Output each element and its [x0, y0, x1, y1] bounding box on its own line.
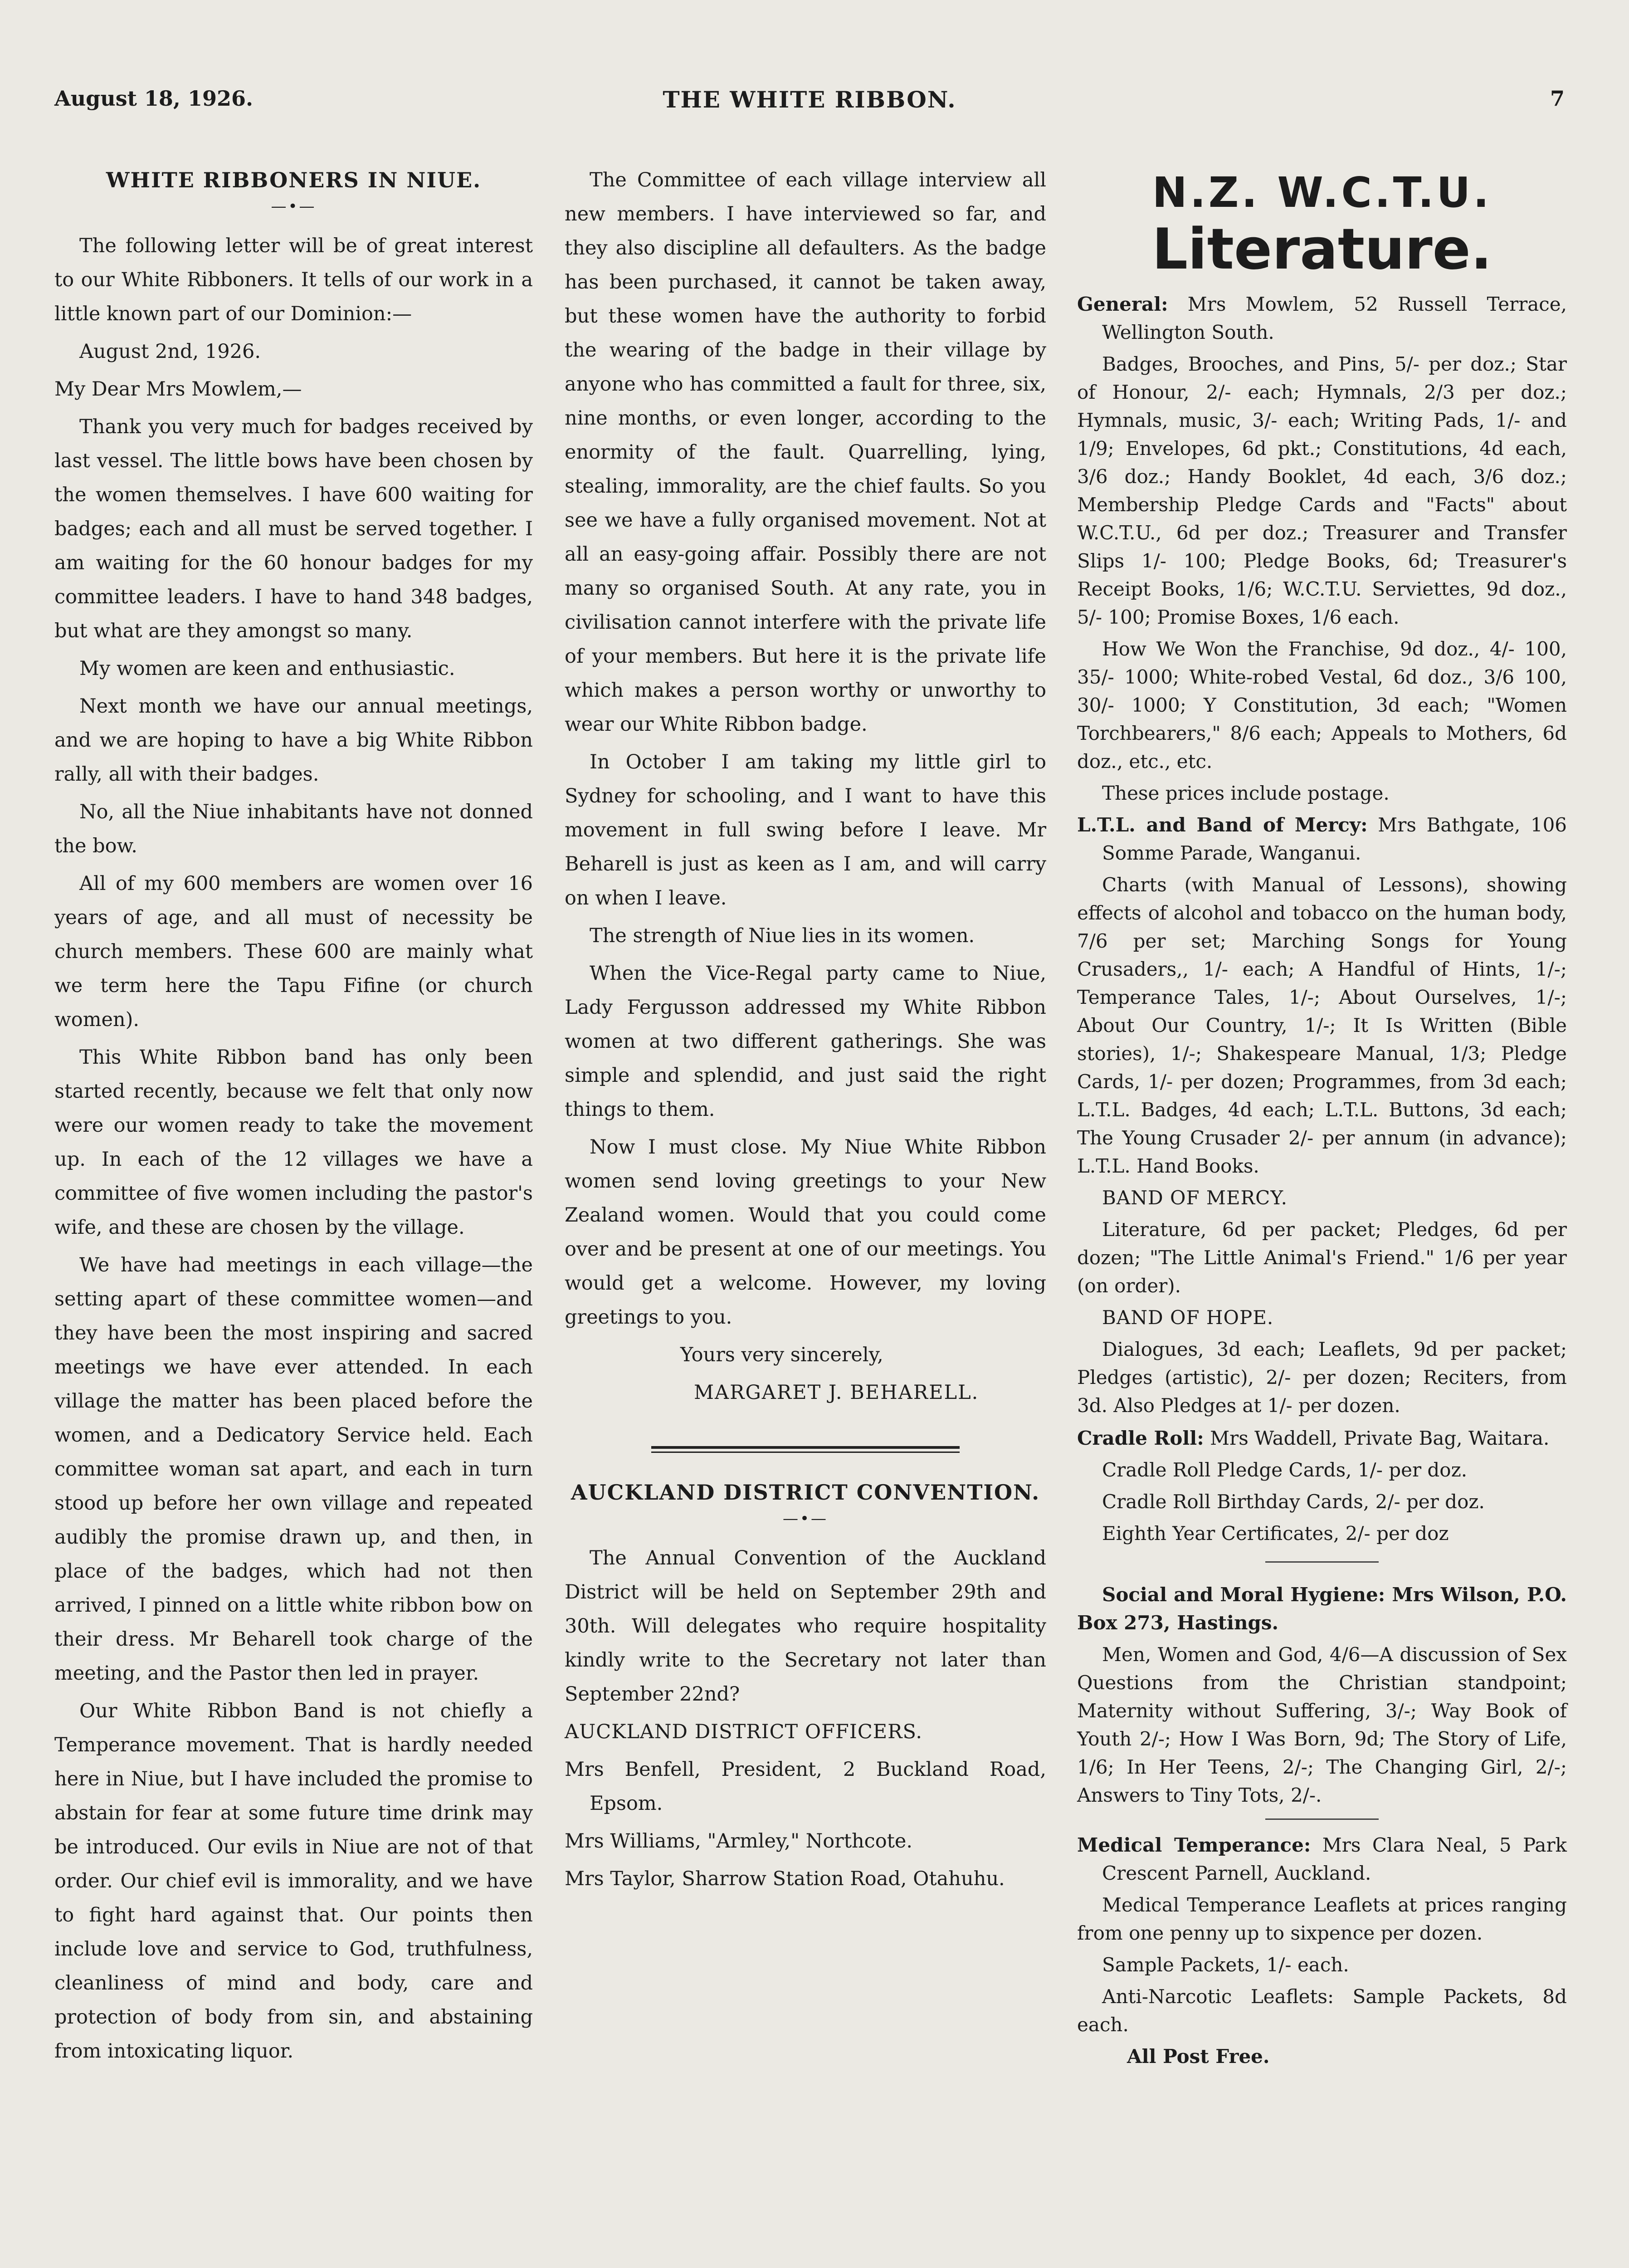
general-item: How We Won the Franchise, 9d doz., 4/- 100, 35/- 1000; White-robed Vestal, 6d doz., 3/6 100, 30/- 1000; Y Constitution, 3d each; "Women Torchbearers," 8/6 each; Appeals to Mothers, 6d doz., etc., etc. [1077, 638, 1567, 772]
general-item: These prices include postage. [1102, 782, 1390, 804]
org-title: N.Z. W.C.T.U. [1152, 168, 1492, 217]
cradle-roll-item: Cradle Roll Pledge Cards, 1/- per doz. [1102, 1459, 1468, 1481]
medical-temperance-label: Medical Temperance: [1077, 1834, 1311, 1856]
medical-temperance-address: Mrs Clara Neal, 5 Park Crescent Parnell, Auckland. [1102, 1834, 1567, 1884]
paragraph: This White Ribbon band has only been started recently, because we felt that only now were our women ready to take the movement up. In each of the 12 villages we have a committee of five women including the pastor's wife, and these are chosen by the village. [54, 1046, 533, 1239]
cradle-roll-section [1077, 1424, 1567, 1452]
paragraph: Our White Ribbon Band is not chiefly a Temperance movement. That is hardly needed here in Niue, but I have included the promise to abstain for fear at some future time drink may be introduced. Our evils in Niue are not of that order. Our chief evil is immorality, and we have to fight hard against that. Our points then include love and service to God, truthfulness, cleanliness of mind and body, care and protection of body from sin, and abstaining from intoxicating liquor. [54, 1700, 533, 2063]
article-intro: The following letter will be of great interest to our White Ribboners. It tells of our work in a little known part of our Dominion:— [54, 235, 533, 325]
band-of-hope-items: Dialogues, 3d each; Leaflets, 9d per packet; Pledges (artistic), 2/- per dozen; Reciters, from 3d. Also Pledges at 1/- per dozen. [1077, 1338, 1567, 1417]
section-divider [1265, 1818, 1379, 1820]
letter-signature: MARGARET J. BEHARELL. [694, 1381, 979, 1404]
convention-body: The Annual Convention of the Auckland District will be held on September 29th and 30th. Will delegates who require hospitality kindly write to the Secretary not later than September 22nd? [565, 1547, 1046, 1706]
paragraph: When the Vice-Regal party came to Niue, Lady Fergusson addressed my White Ribbon women at two different gatherings. She was simple and splendid, and just said the right things to them. [565, 962, 1046, 1121]
paragraph: We have had meetings in each village—the setting apart of these committee women—and they have been the most inspiring and sacred meetings we have ever attended. In each village the matter has been placed before the women, and a Dedicatory Service held. Each committee woman sat apart, and each in turn stood up before her own village and repeated audibly the promise drawn up, and then, in place of the badges, which had not then arrived, I pinned on a little white ribbon bow on their dress. Mr Beharell took charge of the meeting, and the Pastor then led in prayer. [54, 1254, 533, 1685]
article-headline-auckland: AUCKLAND DISTRICT CONVENTION. [571, 1480, 1040, 1505]
band-of-hope-heading: BAND OF HOPE. [1102, 1306, 1274, 1329]
section-divider [1265, 1561, 1379, 1563]
officer-entry: Mrs Williams, "Armley," Northcote. [565, 1830, 913, 1853]
literature-title: Literature. [1152, 217, 1492, 282]
cradle-roll-item: Eighth Year Certificates, 2/- per doz [1102, 1522, 1449, 1545]
ltl-address: Mrs Bathgate, 106 Somme Parade, Wanganui. [1102, 814, 1567, 864]
column-2 [565, 163, 1046, 1900]
band-of-mercy-items: Literature, 6d per packet; Pledges, 6d per dozen; "The Little Animal's Friend." 1/6 per year (on order). [1077, 1218, 1567, 1297]
ornament-divider: —•— [782, 1510, 829, 1528]
paragraph: All of my 600 members are women over 16 years of age, and all must of necessity be church members. These 600 are mainly what we term here the Tapu Fifine (or church women). [54, 872, 533, 1031]
letter-salutation: My Dear Mrs Mowlem,— [54, 378, 302, 401]
masthead-title: THE WHITE RIBBON. [663, 86, 956, 113]
all-post-free: All Post Free. [1127, 2045, 1270, 2068]
column-3-literature [1077, 163, 1567, 2074]
page-number: 7 [1550, 86, 1565, 111]
ltl-section [1077, 811, 1567, 867]
medical-temperance-item: Anti-Narcotic Leaflets: Sample Packets, 8d each. [1077, 1985, 1567, 2036]
paragraph: No, all the Niue inhabitants have not donned the bow. [54, 801, 533, 857]
column-1 [54, 163, 533, 2072]
officer-entry: Mrs Taylor, Sharrow Station Road, Otahuhu. [565, 1867, 1005, 1890]
paragraph: My women are keen and enthusiastic. [79, 657, 455, 680]
paragraph: Thank you very much for badges received by last vessel. The little bows have been chosen by the women themselves. I have 600 waiting for badges; each and all must be served together. I am waiting for the 60 honour badges for my committee leaders. I have to hand 348 badges, but what are they amongst so many. [54, 415, 533, 642]
paragraph: The Committee of each village interview all new members. I have interviewed so far, and they also discipline all defaulters. As the badge has been purchased, it cannot be taken away, but these women have the authority to forbid the wearing of the badge in their village by anyone who has committed a fault for three, six, nine months, or even longer, according to the enormity of the fault. Quarrelling, lying, stealing, immorality, are the chief faults. So you see we have a fully organised movement. Not at all an easy-going affair. Possibly there are not many so organised South. At any rate, you in civilisation cannot interfere with the private life of your members. But here it is the private life which makes a person worthy or unworthy to wear our White Ribbon badge. [565, 169, 1046, 736]
letter-closing: Yours very sincerely, [680, 1344, 883, 1366]
article-headline-niue: WHITE RIBBONERS IN NIUE. [106, 168, 482, 192]
section-divider [651, 1446, 960, 1453]
general-label: General: [1077, 293, 1168, 315]
paragraph: In October I am taking my little girl to Sydney for schooling, and I want to have this movement in full swing before I leave. Mr Beharell is just as keen as I am, and will carry on when I leave. [565, 751, 1046, 909]
social-hygiene-items: Men, Women and God, 4/6—A discussion of Sex Questions from the Christian standpoint; Maternity without Suffering, 3/-; Way Book of Youth 2/-; How I Was Born, 9d; The Story of Life, 1/6; In Her Teens, 2/-; The Changing Girl, 2/-; Answers to Tiny Tots, 2/-. [1077, 1643, 1567, 1806]
officers-heading: AUCKLAND DISTRICT OFFICERS. [565, 1721, 923, 1743]
paragraph: Next month we have our annual meetings, and we are hoping to have a big White Ribbon rally, all with their badges. [54, 695, 533, 786]
cradle-roll-label: Cradle Roll: [1077, 1427, 1204, 1449]
issue-date: August 18, 1926. [54, 86, 253, 111]
letter-date: August 2nd, 1926. [79, 340, 261, 363]
cradle-roll-address: Mrs Waddell, Private Bag, Waitara. [1210, 1427, 1550, 1449]
social-hygiene-heading: Social and Moral Hygiene: Mrs Wilson, P.O. Box 273, Hastings. [1077, 1584, 1567, 1634]
medical-temperance-section [1077, 1831, 1567, 1887]
page-header [54, 86, 1565, 127]
general-item: Badges, Brooches, and Pins, 5/- per doz.; Star of Honour, 2/- each; Hymnals, 2/3 per doz.; Hymnals, music, 3/- each; Writing Pads, 1/- and 1/9; Envelopes, 6d pkt.; Constitutions, 4d each, 3/6 doz.; Handy Booklet, 4d each, 3/6 doz.; Membership Pledge Cards and "Facts" about W.C.T.U., 6d per doz.; Treasurer and Transfer Slips 1/- 100; Pledge Books, 6d; Treasurer's Receipt Books, 1/6; W.C.T.U. Serviettes, 9d doz., 5/- 100; Promise Boxes, 1/6 each. [1077, 353, 1567, 628]
general-section [1077, 290, 1567, 347]
ltl-items: Charts (with Manual of Lessons), showing effects of alcohol and tobacco on the human body, 7/6 per set; Marching Songs for Young Crusaders,, 1/- each; A Handful of Hints, 1/-; Temperance Tales, 1/-; About Ourselves, 1/-; About Our Country, 1/-; It Is Written (Bible stories), 1/-; Shakespeare Manual, 1/3; Pledge Cards, 1/- per dozen; Programmes, from 3d each; L.T.L. Badges, 4d each; L.T.L. Buttons, 3d each; The Young Crusader 2/- per annum (in advance); L.T.L. Hand Books. [1077, 874, 1567, 1177]
medical-temperance-item: Medical Temperance Leaflets at prices ranging from one penny up to sixpence per dozen. [1077, 1894, 1567, 1944]
paragraph: Now I must close. My Niue White Ribbon women send loving greetings to your New Zealand women. Would that you could come over and be present at one of our meetings. You would get a welcome. However, my loving greetings to you. [565, 1136, 1046, 1329]
ornament-divider: —•— [271, 197, 317, 215]
medical-temperance-item: Sample Packets, 1/- each. [1102, 1954, 1349, 1976]
band-of-mercy-heading: BAND OF MERCY. [1102, 1187, 1288, 1209]
cradle-roll-item: Cradle Roll Birthday Cards, 2/- per doz. [1102, 1491, 1485, 1513]
general-address: Mrs Mowlem, 52 Russell Terrace, Wellington South. [1102, 293, 1567, 343]
ltl-label: L.T.L. and Band of Mercy: [1077, 814, 1368, 836]
paragraph: The strength of Niue lies in its women. [590, 924, 975, 947]
officer-entry: Mrs Benfell, President, 2 Buckland Road, Epsom. [565, 1758, 1046, 1815]
